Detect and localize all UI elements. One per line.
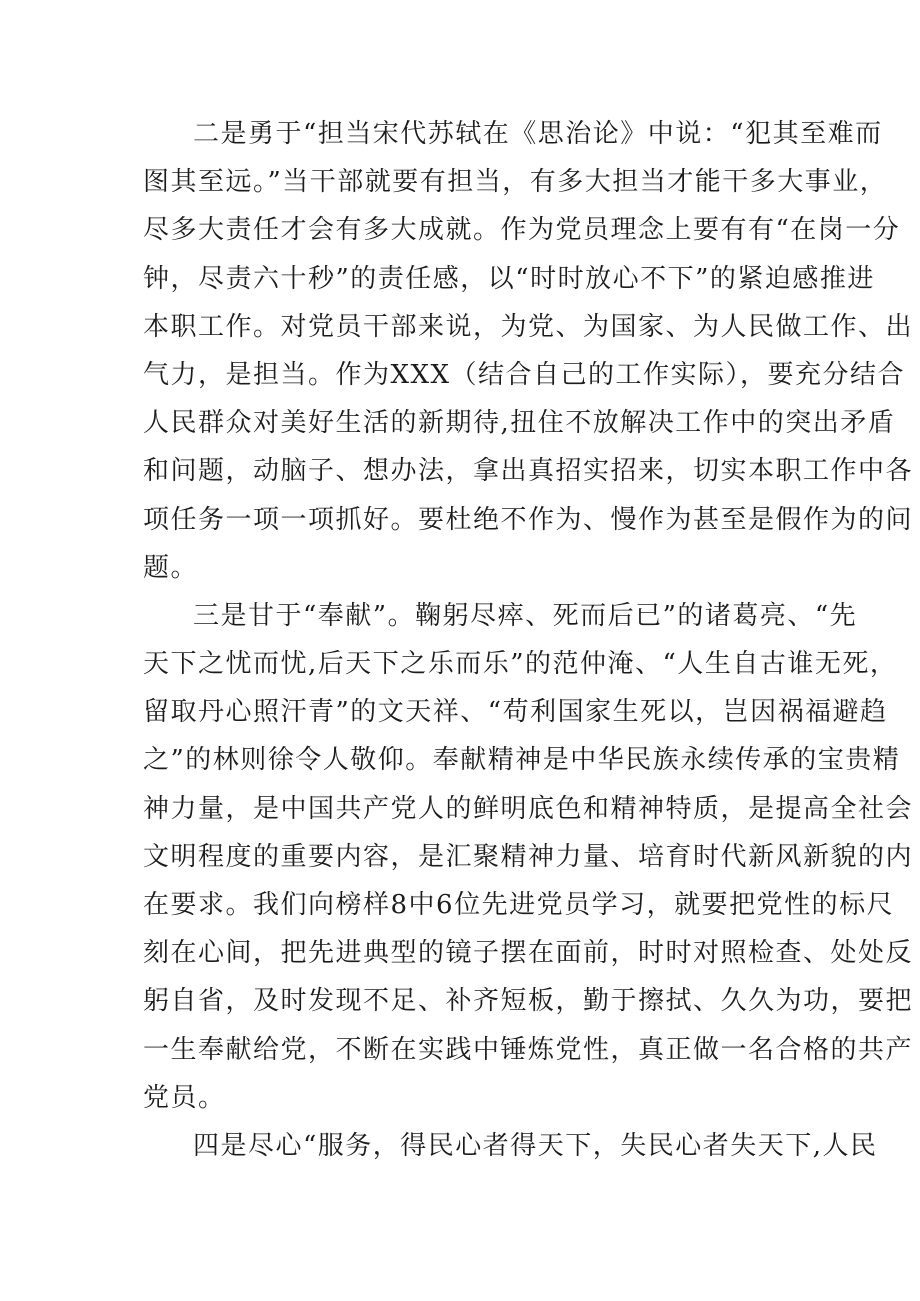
text-line: 躬自省，及时发现不足、补齐短板，勤于擦拭、久久为功，要把 xyxy=(143,986,914,1017)
text-line: 二是勇于“担当宋代苏轼在《思治论》中说：“犯其至难而 xyxy=(193,119,883,149)
paragraph-dedication xyxy=(143,592,914,1122)
text-line: 和问题，动脑子、想办法，拿出真招实招来，切实本职工作中各 xyxy=(143,456,914,487)
text-line: 四是尽心“服务，得民心者得天下，失民心者失天下,人民 xyxy=(193,1130,878,1161)
text-line: 项任务一项一项抓好。要杜绝不作为、慢作为甚至是假作为的问 xyxy=(143,504,914,535)
text-line: 之”的林则徐令人敬仰。奉献精神是中华民族永续传承的宝贵精 xyxy=(143,745,901,776)
text-line: 人民群众对美好生活的新期待,扭住不放解决工作中的突出矛盾 xyxy=(143,408,896,439)
paragraph-service xyxy=(143,1122,878,1170)
text-line: 钟，尽责六十秒”的责任感，以“时时放心不下”的紧迫感推进 xyxy=(143,263,875,294)
text-line: 气力，是担当。作为XXX（结合自己的工作实际），要充分结合 xyxy=(143,359,906,390)
text-line: 图其至远。”当干部就要有担当，有多大担当才能干多大事业， xyxy=(143,167,888,198)
text-line: 尽多大责任才会有多大成就。作为党员理念上要有有“在岗一分 xyxy=(143,215,901,246)
text-line: 文明程度的重要内容，是汇聚精神力量、培育时代新风新貌的内 xyxy=(143,841,914,872)
text-line: 天下之忧而忧,后天下之乐而乐”的范仲淹、“人生自古谁无死， xyxy=(143,649,898,680)
document-body xyxy=(143,110,914,1170)
text-line: 刻在心间，把先进典型的镜子摆在面前，时时对照检查、处处反 xyxy=(143,938,914,969)
text-line: 一生奉献给党，不断在实践中锤炼党性，真正做一名合格的共产 xyxy=(143,1034,914,1065)
text-line: 在要求。我们向榜样8中6位先进党员学习，就要把党性的标尺 xyxy=(143,890,895,920)
text-line: 题。 xyxy=(143,552,199,583)
text-line: 本职工作。对党员干部来说，为党、为国家、为人民做工作、出 xyxy=(143,311,914,342)
text-line: 留取丹心照汗青”的文天祥、“苟利国家生死以，岂因祸福避趋 xyxy=(143,697,888,728)
text-line: 神力量，是中国共产党人的鲜明底色和精神特质，是提高全社会 xyxy=(143,793,914,824)
text-line: 党员。 xyxy=(143,1082,226,1113)
paragraph-responsibility xyxy=(143,110,914,592)
text-line: 三是甘于“奉献”。鞠躬尽瘁、死而后已”的诸葛亮、“先 xyxy=(193,600,858,631)
